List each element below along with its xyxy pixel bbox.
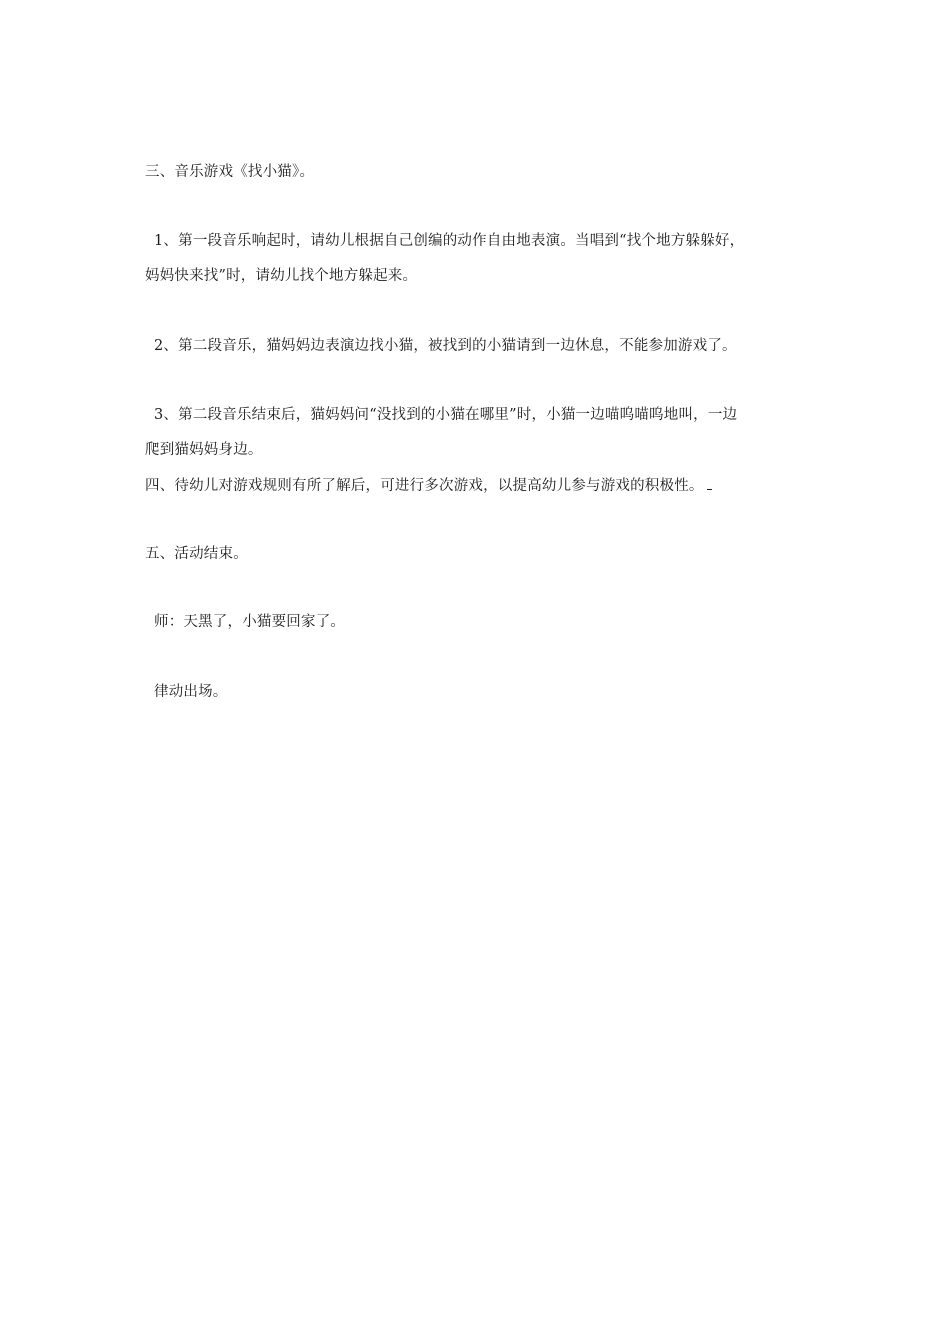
exit-line: 律动出场。 <box>154 684 228 700</box>
section-4-text: 四、待幼儿对游戏规则有所了解后，可进行多次游戏，以提高幼儿参与游戏的积极性。 <box>145 478 704 494</box>
section-3-heading: 三、音乐游戏《找小猫》。 <box>145 164 315 180</box>
step-1-line-2: 妈妈快来找”时，请幼儿找个地方躲起来。 <box>145 268 418 284</box>
section-5-heading: 五、活动结束。 <box>145 546 248 562</box>
underline-mark <box>707 475 712 490</box>
teacher-line: 师：天黑了，小猫要回家了。 <box>154 614 346 630</box>
step-2: 2、第二段音乐，猫妈妈边表演边找小猫，被找到的小猫请到一边休息，不能参加游戏了。 <box>154 338 737 354</box>
step-3-line-1: 3、第二段音乐结束后，猫妈妈问“没找到的小猫在哪里”时，小猫一边喵呜喵呜地叫，一边 <box>154 407 738 423</box>
section-4-paragraph <box>145 475 712 496</box>
step-1-line-1: 1、第一段音乐响起时，请幼儿根据自己创编的动作自由地表演。当唱到“找个地方躲躲好， <box>154 233 745 249</box>
step-3-line-2: 爬到猫妈妈身边。 <box>145 442 263 458</box>
